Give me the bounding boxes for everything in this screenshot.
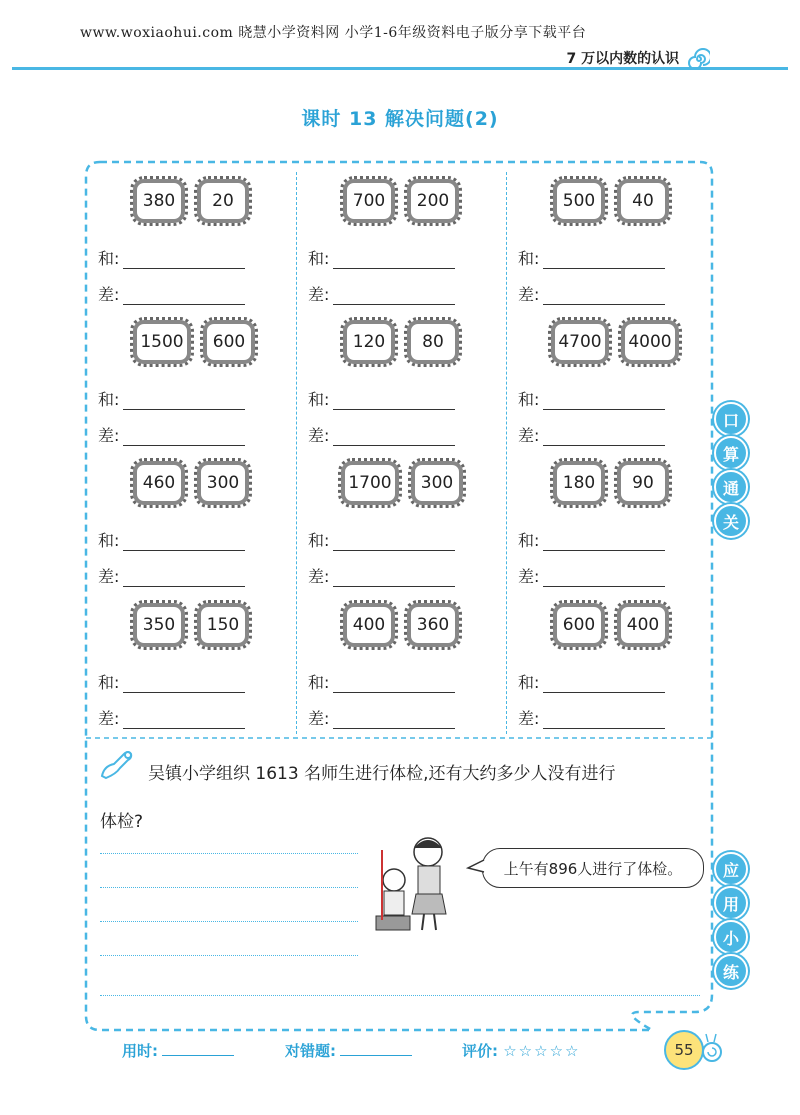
number-pair	[550, 176, 672, 226]
sum-answer[interactable]	[308, 670, 455, 693]
answer-blank[interactable]	[333, 570, 455, 587]
answer-blank[interactable]	[123, 712, 245, 729]
number-box: 120	[340, 317, 398, 367]
diff-answer[interactable]	[98, 423, 245, 446]
snail-icon	[700, 1030, 724, 1064]
side-tab-char: 通	[714, 470, 748, 504]
side-tab-char: 应	[714, 852, 748, 886]
number-box: 700	[340, 176, 398, 226]
number-box: 1500	[130, 317, 194, 367]
number-box: 360	[404, 600, 462, 650]
sum-answer[interactable]	[518, 246, 665, 269]
number-box: 380	[130, 176, 188, 226]
diff-label: 差:	[98, 285, 120, 304]
answer-blank[interactable]	[333, 252, 455, 269]
rating-field[interactable]	[462, 1040, 580, 1061]
page-title: 课时 13 解决问题(2)	[301, 108, 499, 130]
number-box: 350	[130, 600, 188, 650]
sum-answer[interactable]	[518, 387, 665, 410]
diff-answer[interactable]	[518, 423, 665, 446]
number-box: 200	[404, 176, 462, 226]
sum-label: 和:	[308, 673, 330, 692]
chapter-title: 7 万以内数的认识	[566, 51, 680, 67]
sum-answer[interactable]	[98, 387, 245, 410]
errors-blank[interactable]	[340, 1041, 412, 1056]
number-pair	[130, 458, 252, 508]
sum-label: 和:	[308, 531, 330, 550]
number-box: 400	[340, 600, 398, 650]
number-pair	[130, 176, 252, 226]
number-box: 180	[550, 458, 608, 508]
speech-bubble: 上午有896人进行了体检。	[482, 848, 704, 888]
diff-answer[interactable]	[308, 423, 455, 446]
rating-label: 评价:	[462, 1042, 498, 1060]
number-box: 300	[194, 458, 252, 508]
number-box: 600	[550, 600, 608, 650]
number-box: 20	[194, 176, 252, 226]
time-field[interactable]	[122, 1040, 234, 1061]
diff-answer[interactable]	[308, 706, 455, 729]
answer-blank[interactable]	[543, 288, 665, 305]
answer-blank[interactable]	[543, 712, 665, 729]
number-box: 4700	[548, 317, 612, 367]
diff-label: 差:	[308, 709, 330, 728]
diff-answer[interactable]	[98, 706, 245, 729]
number-box: 460	[130, 458, 188, 508]
diff-label: 差:	[308, 285, 330, 304]
sum-answer[interactable]	[308, 246, 455, 269]
sum-answer[interactable]	[98, 528, 245, 551]
diff-answer[interactable]	[518, 282, 665, 305]
number-pair	[340, 600, 462, 650]
diff-label: 差:	[518, 426, 540, 445]
diff-answer[interactable]	[308, 564, 455, 587]
side-tab-char: 练	[714, 954, 748, 988]
column-divider	[296, 172, 297, 734]
number-box: 300	[408, 458, 466, 508]
page-number: 55	[664, 1030, 704, 1070]
number-box: 150	[194, 600, 252, 650]
sum-label: 和:	[98, 673, 120, 692]
answer-blank[interactable]	[333, 676, 455, 693]
answer-blank[interactable]	[123, 570, 245, 587]
sum-answer[interactable]	[308, 528, 455, 551]
sum-label: 和:	[308, 249, 330, 268]
answer-blank[interactable]	[333, 393, 455, 410]
answer-blank[interactable]	[123, 429, 245, 446]
writing-line[interactable]	[100, 853, 358, 854]
number-pair	[130, 600, 252, 650]
answer-blank[interactable]	[333, 288, 455, 305]
time-label: 用时:	[122, 1042, 158, 1060]
writing-line[interactable]	[100, 955, 358, 956]
sum-label: 和:	[98, 531, 120, 550]
sum-label: 和:	[98, 249, 120, 268]
sum-answer[interactable]	[98, 670, 245, 693]
sum-answer[interactable]	[518, 528, 665, 551]
number-box: 500	[550, 176, 608, 226]
problem-line-1: 吴镇小学组织 1613 名师生进行体检,还有大约多少人没有进行	[148, 764, 616, 784]
number-pair	[550, 600, 672, 650]
answer-blank[interactable]	[333, 429, 455, 446]
sum-answer[interactable]	[308, 387, 455, 410]
number-pair	[340, 176, 462, 226]
number-box: 400	[614, 600, 672, 650]
number-pair	[130, 317, 258, 367]
problem-line-2: 体检?	[100, 812, 144, 832]
answer-blank[interactable]	[543, 393, 665, 410]
writing-line[interactable]	[100, 921, 358, 922]
number-box: 40	[614, 176, 672, 226]
number-pair	[550, 458, 672, 508]
side-tab-char: 关	[714, 504, 748, 538]
answer-blank[interactable]	[123, 676, 245, 693]
sum-answer[interactable]	[518, 670, 665, 693]
speech-bubble-tail	[466, 856, 486, 876]
number-pair	[548, 317, 682, 367]
diff-label: 差:	[308, 567, 330, 586]
answer-blank[interactable]	[123, 534, 245, 551]
diff-label: 差:	[518, 567, 540, 586]
diff-answer[interactable]	[308, 282, 455, 305]
errors-field[interactable]	[285, 1040, 412, 1061]
children-illustration	[368, 830, 478, 938]
sum-label: 和:	[518, 390, 540, 409]
number-pair	[338, 458, 466, 508]
rating-stars[interactable]: ☆☆☆☆☆	[503, 1042, 581, 1060]
sum-label: 和:	[518, 673, 540, 692]
answer-blank[interactable]	[123, 393, 245, 410]
writing-line[interactable]	[100, 887, 358, 888]
diff-label: 差:	[518, 709, 540, 728]
number-pair	[340, 317, 462, 367]
sum-label: 和:	[518, 249, 540, 268]
diff-answer[interactable]	[518, 564, 665, 587]
diff-label: 差:	[518, 285, 540, 304]
diff-label: 差:	[98, 709, 120, 728]
answer-blank[interactable]	[333, 534, 455, 551]
diff-answer[interactable]	[518, 706, 665, 729]
column-divider	[506, 172, 507, 734]
errors-label: 对错题:	[285, 1042, 336, 1060]
answer-blank[interactable]	[543, 429, 665, 446]
diff-answer[interactable]	[98, 564, 245, 587]
diff-label: 差:	[308, 426, 330, 445]
site-header: www.woxiaohui.com 晓慧小学资料网 小学1-6年级资料电子版分享下载平台	[80, 25, 587, 41]
sum-label: 和:	[98, 390, 120, 409]
answer-blank[interactable]	[543, 570, 665, 587]
number-box: 90	[614, 458, 672, 508]
number-box: 4000	[618, 317, 682, 367]
number-box: 80	[404, 317, 462, 367]
number-box: 1700	[338, 458, 402, 508]
diff-label: 差:	[98, 567, 120, 586]
answer-blank[interactable]	[543, 252, 665, 269]
side-tab-char: 算	[714, 436, 748, 470]
answer-blank[interactable]	[543, 534, 665, 551]
sum-label: 和:	[308, 390, 330, 409]
sum-answer[interactable]	[98, 246, 245, 269]
diff-label: 差:	[98, 426, 120, 445]
side-tab-char: 用	[714, 886, 748, 920]
answer-blank[interactable]	[123, 252, 245, 269]
side-tab-char: 小	[714, 920, 748, 954]
side-tab-char: 口	[714, 402, 748, 436]
writing-line[interactable]	[100, 995, 700, 996]
time-blank[interactable]	[162, 1041, 234, 1056]
answer-blank[interactable]	[543, 676, 665, 693]
number-box: 600	[200, 317, 258, 367]
answer-blank[interactable]	[123, 288, 245, 305]
diff-answer[interactable]	[98, 282, 245, 305]
sum-label: 和:	[518, 531, 540, 550]
answer-blank[interactable]	[333, 712, 455, 729]
